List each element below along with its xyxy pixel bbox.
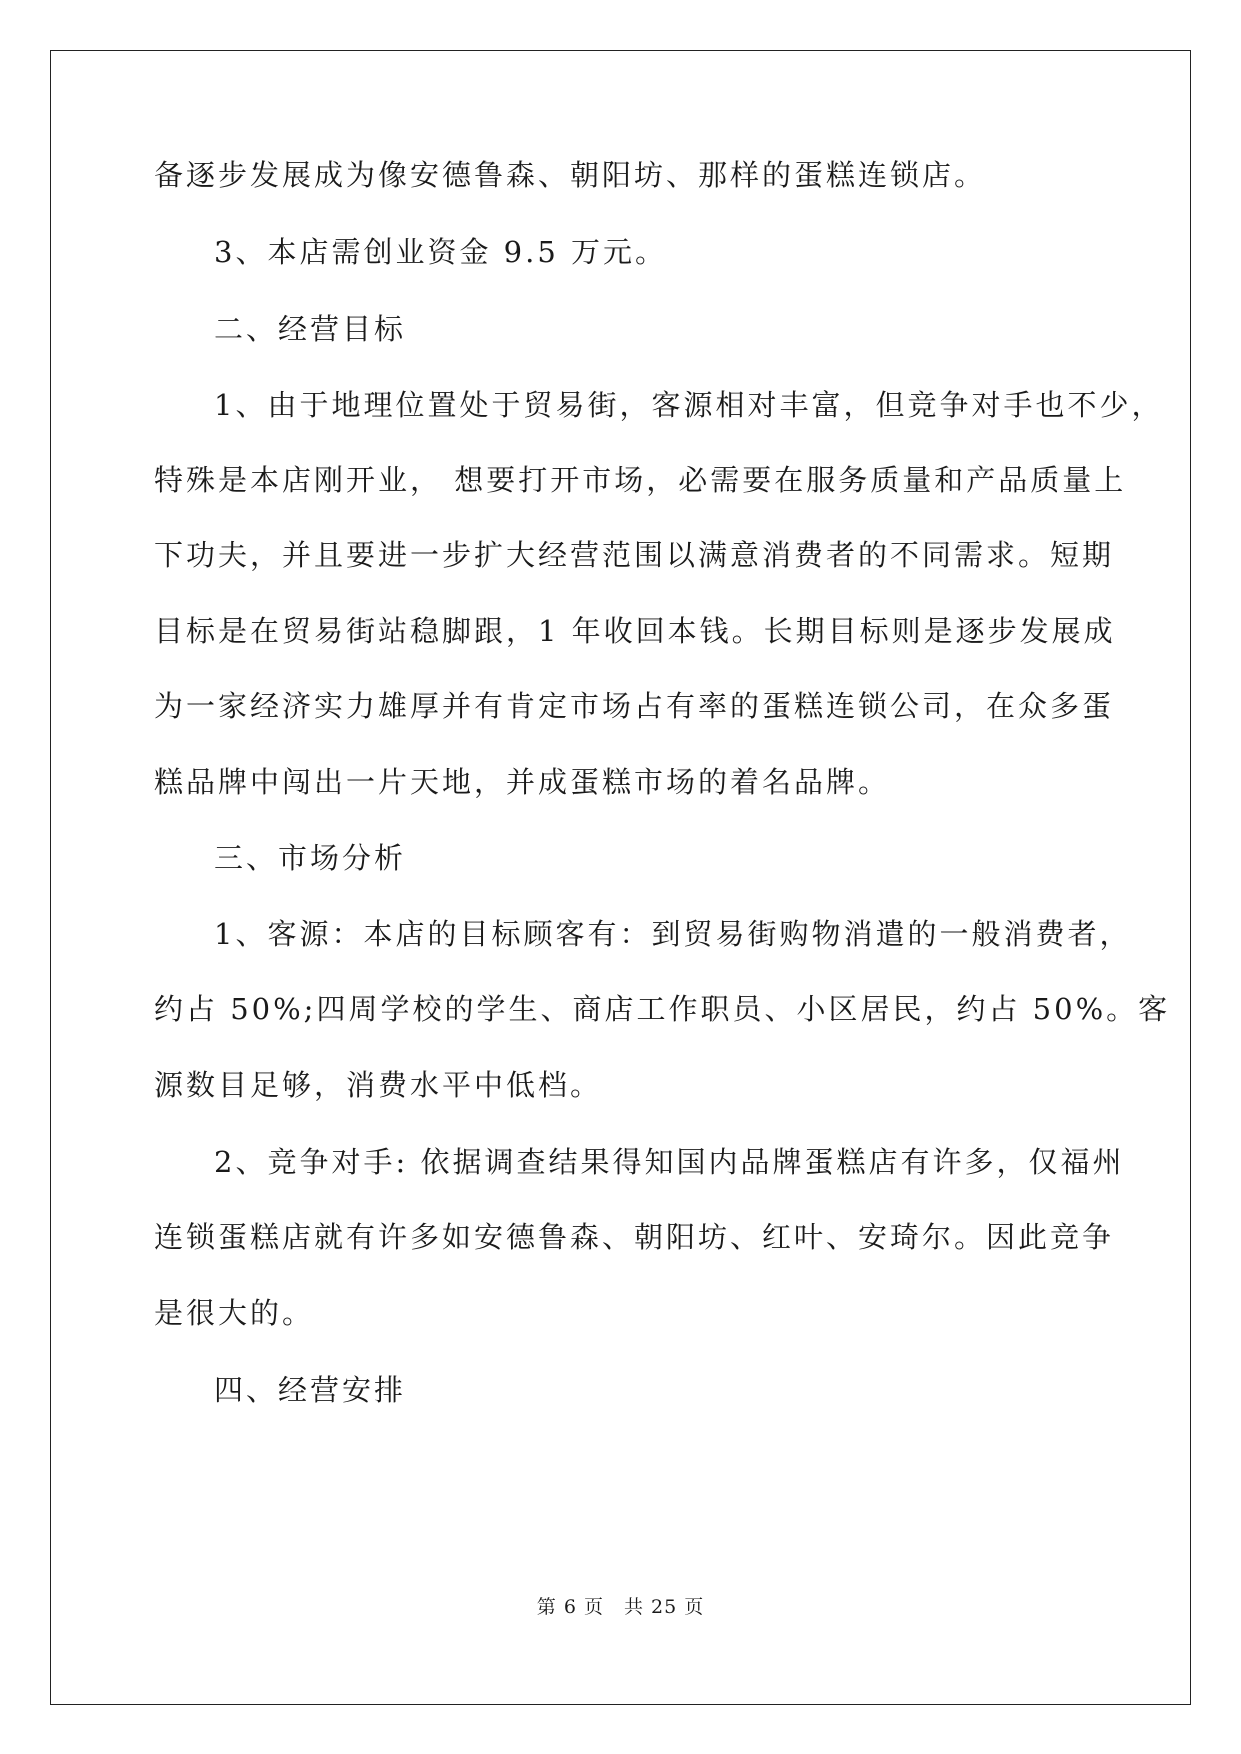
text-line: 连锁蛋糕店就有许多如安德鲁森、朝阳坊、红叶、安琦尔。因此竞争 [154, 1220, 1115, 1254]
section-heading: 四、经营安排 [214, 1373, 407, 1407]
text-line: 特殊是本店刚开业， 想要打开市场，必需要在服务质量和产品质量上 [154, 463, 1127, 497]
section-heading: 二、经营目标 [214, 312, 407, 346]
page-footer [0, 1592, 1241, 1619]
page-total: 共 25 页 [623, 1596, 705, 1618]
section-heading: 三、市场分析 [214, 841, 407, 875]
text-line: 为一家经济实力雄厚并有肯定市场占有率的蛋糕连锁公司，在众多蛋 [154, 689, 1115, 723]
text-line: 糕品牌中闯出一片天地，并成蛋糕市场的着名品牌。 [154, 765, 891, 799]
text-line: 备逐步发展成为像安德鲁森、朝阳坊、那样的蛋糕连锁店。 [154, 158, 987, 192]
text-line: 3、本店需创业资金 9.5 万元。 [214, 235, 668, 269]
text-line: 下功夫，并且要进一步扩大经营范围以满意消费者的不同需求。短期 [154, 538, 1115, 572]
text-line: 是很大的。 [154, 1296, 315, 1330]
text-line: 目标是在贸易街站稳脚跟，1 年收回本钱。长期目标则是逐步发展成 [154, 614, 1116, 648]
text-line: 1、由于地理位置处于贸易街，客源相对丰富，但竞争对手也不少， [214, 388, 1164, 422]
page-number: 第 6 页 [536, 1596, 604, 1618]
text-line: 2、竞争对手: 依据调查结果得知国内品牌蛋糕店有许多，仅福州 [214, 1145, 1125, 1179]
text-line: 约占 50%;四周学校的学生、商店工作职员、小区居民，约占 50%。客 [154, 992, 1171, 1026]
text-line: 源数目足够，消费水平中低档。 [154, 1068, 603, 1102]
text-line: 1、客源：本店的目标顾客有：到贸易街购物消遣的一般消费者， [214, 917, 1132, 951]
